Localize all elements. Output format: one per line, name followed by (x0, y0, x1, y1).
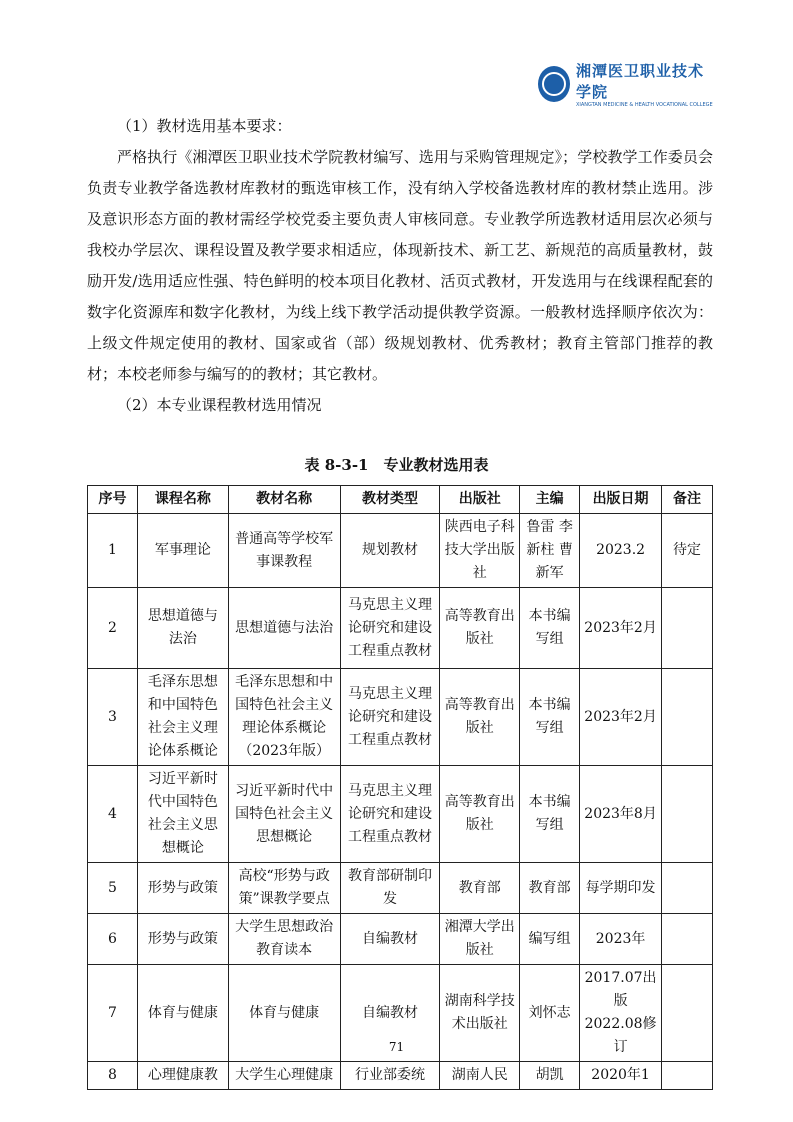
college-emblem-icon (538, 66, 570, 102)
table-cell: 5 (88, 863, 138, 914)
table-cell: 马克思主义理论研究和建设工程重点教材 (340, 766, 440, 863)
requirements-paragraph: 严格执行《湘潭医卫职业技术学院教材编写、选用与采购管理规定》；学校教学工作委员会负责专业教学备选教材库教材的甄选审核工作，没有纳入学校备选教材库的教材禁止选用。涉及意识形态方面的教材需经学校党委主要负责人审核同意。专业教学所选教材适用层次必须与我校办学层次、课程设置及教学要求相适应，体现新技术、新工艺、新规范的高质量教材，鼓励开发/选用适应性强、特色鲜明的校本项目化教材、活页式教材，开发选用与在线课程配套的数字化资源库和数字化教材，为线上线下教学活动提供教学资源。一般教材选择顺序依次为：上级文件规定使用的教材、国家或省（部）级规划教材、优秀教材；教育主管部门推荐的教材；本校老师参与编写的的教材；其它教材。 (87, 148, 713, 383)
table-cell (662, 914, 713, 965)
table-cell: 习近平新时代中国特色社会主义思想概论 (228, 766, 340, 863)
section-heading-2: （2）本专业课程教材选用情况 (117, 396, 322, 414)
college-logo (538, 62, 718, 108)
table-cell: 高等教育出版社 (440, 588, 520, 669)
table-cell (662, 863, 713, 914)
table-cell: 普通高等学校军事课教程 (228, 514, 340, 588)
table-cell: 7 (88, 965, 138, 1062)
table-cell: 2 (88, 588, 138, 669)
table-cell: 每学期印发 (580, 863, 662, 914)
table-cell: 编写组 (520, 914, 580, 965)
table-cell: 高校“形势与政策”课教学要点 (228, 863, 340, 914)
table-cell: 本书编写组 (520, 669, 580, 766)
table-cell: 体育与健康 (137, 965, 228, 1062)
table-cell (662, 1062, 713, 1090)
table-cell: 本书编写组 (520, 588, 580, 669)
table-cell: 2023年 (580, 914, 662, 965)
table-cell: 教育部研制印发 (340, 863, 440, 914)
table-cell: 刘怀志 (520, 965, 580, 1062)
table-cell: 体育与健康 (228, 965, 340, 1062)
table-cell: 2023年2月 (580, 588, 662, 669)
table-row (88, 588, 713, 669)
logo-name-cn: 湘潭医卫职业技术学院 (575, 62, 704, 101)
column-header: 出版日期 (580, 486, 662, 514)
table-cell: 教育部 (520, 863, 580, 914)
table-cell: 形势与政策 (137, 914, 228, 965)
column-header: 课程名称 (137, 486, 228, 514)
table-cell: 马克思主义理论研究和建设工程重点教材 (340, 588, 440, 669)
logo-name-en: XIANGTAN MEDICINE & HEALTH VOCATIONAL COLLEGE (575, 102, 713, 108)
table-cell: 思想道德与法治 (228, 588, 340, 669)
table-cell: 军事理论 (137, 514, 228, 588)
table-row (88, 1062, 713, 1090)
table-cell: 习近平新时代中国特色社会主义思想概论 (137, 766, 228, 863)
table-cell: 自编教材 (340, 965, 440, 1062)
textbook-table (87, 485, 713, 1090)
table-cell: 教育部 (440, 863, 520, 914)
table-cell: 马克思主义理论研究和建设工程重点教材 (340, 669, 440, 766)
column-header: 主编 (520, 486, 580, 514)
body-text (87, 111, 713, 421)
table-cell: 毛泽东思想和中国特色社会主义理论体系概论 (137, 669, 228, 766)
table-row (88, 766, 713, 863)
table-cell: 3 (88, 669, 138, 766)
table-cell: 鲁雷 李新柱 曹新军 (520, 514, 580, 588)
table-cell: 2023年2月 (580, 669, 662, 766)
table-cell: 2017.07出版 2022.08修订 (580, 965, 662, 1062)
table-caption: 表 8-3-1 专业教材选用表 (304, 456, 489, 474)
table-cell: 湘潭大学出版社 (440, 914, 520, 965)
table-row (88, 863, 713, 914)
table-cell: 待定 (662, 514, 713, 588)
table-cell: 思想道德与法治 (137, 588, 228, 669)
table-cell: 大学生思想政治教育读本 (228, 914, 340, 965)
table-cell: 形势与政策 (137, 863, 228, 914)
table-cell: 湖南科学技术出版社 (440, 965, 520, 1062)
table-cell: 毛泽东思想和中国特色社会主义理论体系概论（2023年版） (228, 669, 340, 766)
column-header: 教材类型 (340, 486, 440, 514)
table-cell: 高等教育出版社 (440, 766, 520, 863)
column-header: 教材名称 (228, 486, 340, 514)
table-cell: 2020年1 (580, 1062, 662, 1090)
table-cell: 2023年8月 (580, 766, 662, 863)
page-number: 71 (388, 1040, 405, 1054)
table-cell: 陕西电子科技大学出版社 (440, 514, 520, 588)
column-header: 出版社 (440, 486, 520, 514)
table-cell (662, 669, 713, 766)
table-header-row (88, 486, 713, 514)
table-cell: 6 (88, 914, 138, 965)
table-cell: 胡凯 (520, 1062, 580, 1090)
table-cell: 行业部委统 (340, 1062, 440, 1090)
column-header: 备注 (662, 486, 713, 514)
table-cell (662, 766, 713, 863)
table-cell: 规划教材 (340, 514, 440, 588)
table-cell: 自编教材 (340, 914, 440, 965)
table-cell: 4 (88, 766, 138, 863)
table-cell: 大学生心理健康 (228, 1062, 340, 1090)
table-row (88, 514, 713, 588)
table-cell: 2023.2 (580, 514, 662, 588)
column-header: 序号 (88, 486, 138, 514)
table-cell: 1 (88, 514, 138, 588)
section-heading-1: （1）教材选用基本要求： (117, 117, 292, 135)
table-row (88, 914, 713, 965)
table-cell: 8 (88, 1062, 138, 1090)
table-cell: 心理健康教 (137, 1062, 228, 1090)
table-cell: 高等教育出版社 (440, 669, 520, 766)
table-cell: 本书编写组 (520, 766, 580, 863)
table-row (88, 669, 713, 766)
table-cell: 湖南人民 (440, 1062, 520, 1090)
table-cell (662, 588, 713, 669)
